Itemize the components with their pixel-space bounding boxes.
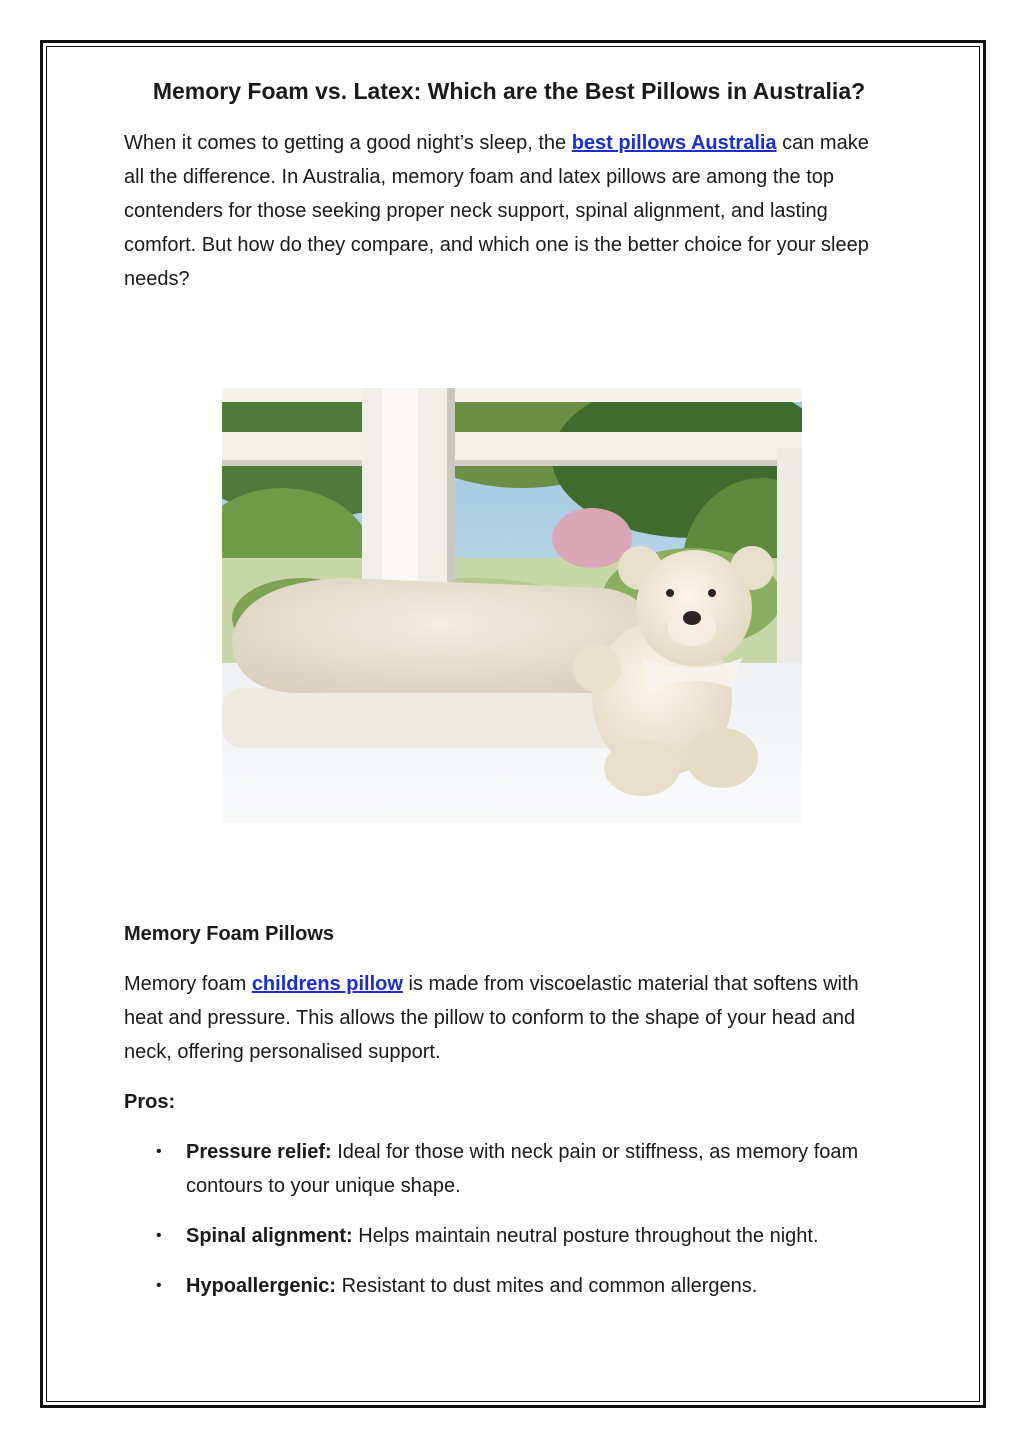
childrens-pillow-link[interactable]: childrens pillow bbox=[251, 973, 403, 995]
pillow-teddy-bear-photo bbox=[222, 388, 802, 823]
pro-text: Ideal for those with neck pain or stiffness, as memory foam contours to your unique shape. bbox=[186, 1141, 859, 1197]
pro-label: Hypoallergenic: bbox=[186, 1275, 337, 1297]
pro-text: Resistant to dust mites and common allergens. bbox=[336, 1275, 758, 1297]
page-title: Memory Foam vs. Latex: Which are the Best Pillows in Australia? bbox=[152, 78, 866, 104]
intro-text-after-link: can make all the difference. In Australia, memory foam and latex pillows are among the top contenders for those seeking proper neck support, spinal alignment, and lasting comfort. But how do they compare, and which one is the better choice for your sleep needs? bbox=[124, 132, 869, 290]
memory-foam-paragraph bbox=[124, 967, 894, 1069]
photo-illustration bbox=[222, 388, 802, 823]
article-header bbox=[124, 70, 894, 296]
intro-text-before-link: When it comes to getting a good night’s sleep, the bbox=[124, 132, 572, 154]
bullet-icon: • bbox=[156, 1227, 162, 1244]
memory-foam-section bbox=[124, 917, 894, 1319]
memory-foam-text-before-link: Memory foam bbox=[124, 973, 252, 995]
pro-label: Pressure relief: bbox=[186, 1141, 332, 1163]
bullet-icon: • bbox=[156, 1143, 162, 1160]
pros-label: Pros: bbox=[124, 1091, 176, 1113]
list-item bbox=[124, 1219, 894, 1253]
intro-paragraph bbox=[124, 126, 894, 296]
list-item bbox=[124, 1135, 894, 1203]
pro-text: Helps maintain neutral posture throughout the night. bbox=[352, 1225, 819, 1247]
list-item bbox=[124, 1269, 894, 1303]
best-pillows-australia-link[interactable]: best pillows Australia bbox=[571, 132, 777, 154]
pros-list bbox=[124, 1135, 894, 1303]
memory-foam-text-after-link: is made from viscoelastic material that softens with heat and pressure. This allows the pillow to conform to the shape of your head and neck, offering personalised support. bbox=[124, 973, 859, 1063]
memory-foam-heading: Memory Foam Pillows bbox=[124, 923, 335, 945]
pro-label: Spinal alignment: bbox=[186, 1225, 353, 1247]
bullet-icon: • bbox=[156, 1277, 162, 1294]
